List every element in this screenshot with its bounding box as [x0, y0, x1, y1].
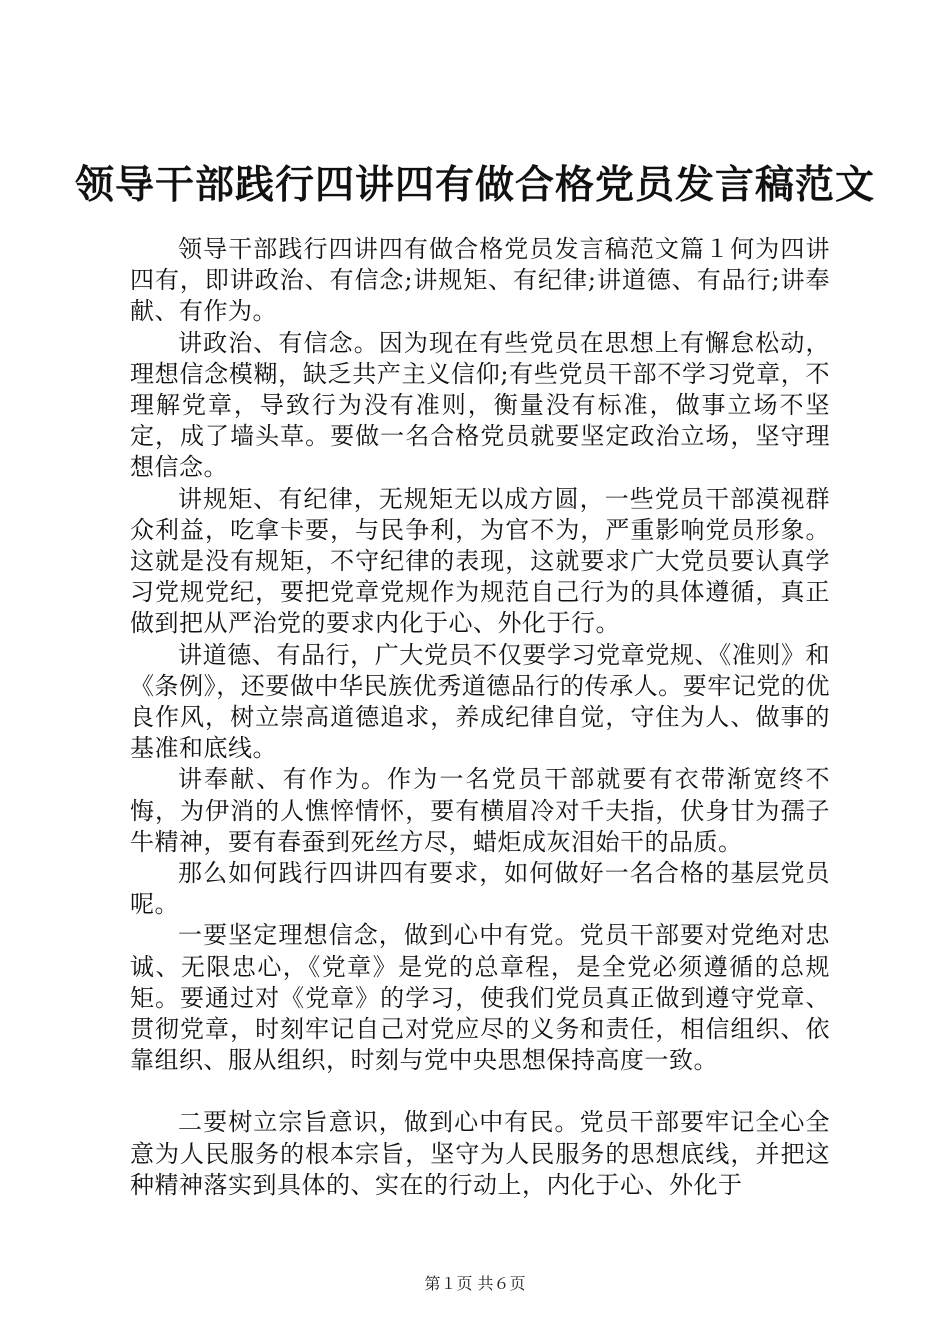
- paragraph-point-one: 一要坚定理想信念，做到心中有党。党员干部要对党绝对忠诚、无限忠心，《党章》是党的总章程，是全党必须遵循的总规矩。要通过对《党章》的学习，使我们党员真正做到遵守党章、贯彻党章，时刻牢记自己对党应尽的义务和责任，相信组织、依靠组织、服从组织，时刻与党中央思想保持高度一致。: [130, 921, 830, 1075]
- paragraph-point-two: 二要树立宗旨意识，做到心中有民。党员干部要牢记全心全意为人民服务的根本宗旨，坚守为人民服务的思想底线，并把这种精神落实到具体的、实在的行动上，内化于心、外化于: [130, 1108, 830, 1199]
- paragraph-politics: 讲政治、有信念。因为现在有些党员在思想上有懈怠松动，理想信念模糊，缺乏共产主义信仰;有些党员干部不学习党章，不理解党章，导致行为没有准则，衡量没有标准，做事立场不坚定，成了墙头草。要做一名合格党员就要坚定政治立场，坚守理想信念。: [130, 328, 830, 482]
- paragraph-dedication: 讲奉献、有作为。作为一名党员干部就要有衣带渐宽终不悔，为伊消的人憔悴情怀，要有横眉冷对千夫指，伏身甘为孺子牛精神，要有春蚕到死丝方尽，蜡炬成灰泪始干的品质。: [130, 765, 830, 856]
- paragraph-question: 那么如何践行四讲四有要求，如何做好一名合格的基层党员呢。: [130, 859, 830, 919]
- page-footer: 第１页 共６页: [424, 1274, 526, 1293]
- document-body: [130, 234, 830, 1201]
- paragraph-intro: 领导干部践行四讲四有做合格党员发言稿范文篇１何为四讲四有，即讲政治、有信念;讲规矩、有纪律;讲道德、有品行;讲奉献、有作为。: [130, 235, 830, 326]
- paragraph-rules: 讲规矩、有纪律，无规矩无以成方圆，一些党员干部漠视群众利益，吃拿卡要，与民争利，为官不为，严重影响党员形象。这就是没有规矩，不守纪律的表现，这就要求广大党员要认真学习党规党纪，要把党章党规作为规范自己行为的具体遵循，真正做到把从严治党的要求内化于心、外化于行。: [130, 484, 830, 638]
- document-title: 领导干部践行四讲四有做合格党员发言稿范文: [74, 162, 875, 208]
- paragraph-morality: 讲道德、有品行，广大党员不仅要学习党章党规、《准则》和《条例》，还要做中华民族优秀道德品行的传承人。要牢记党的优良作风，树立崇高道德追求，养成纪律自觉，守住为人、做事的基准和底线。: [130, 640, 830, 763]
